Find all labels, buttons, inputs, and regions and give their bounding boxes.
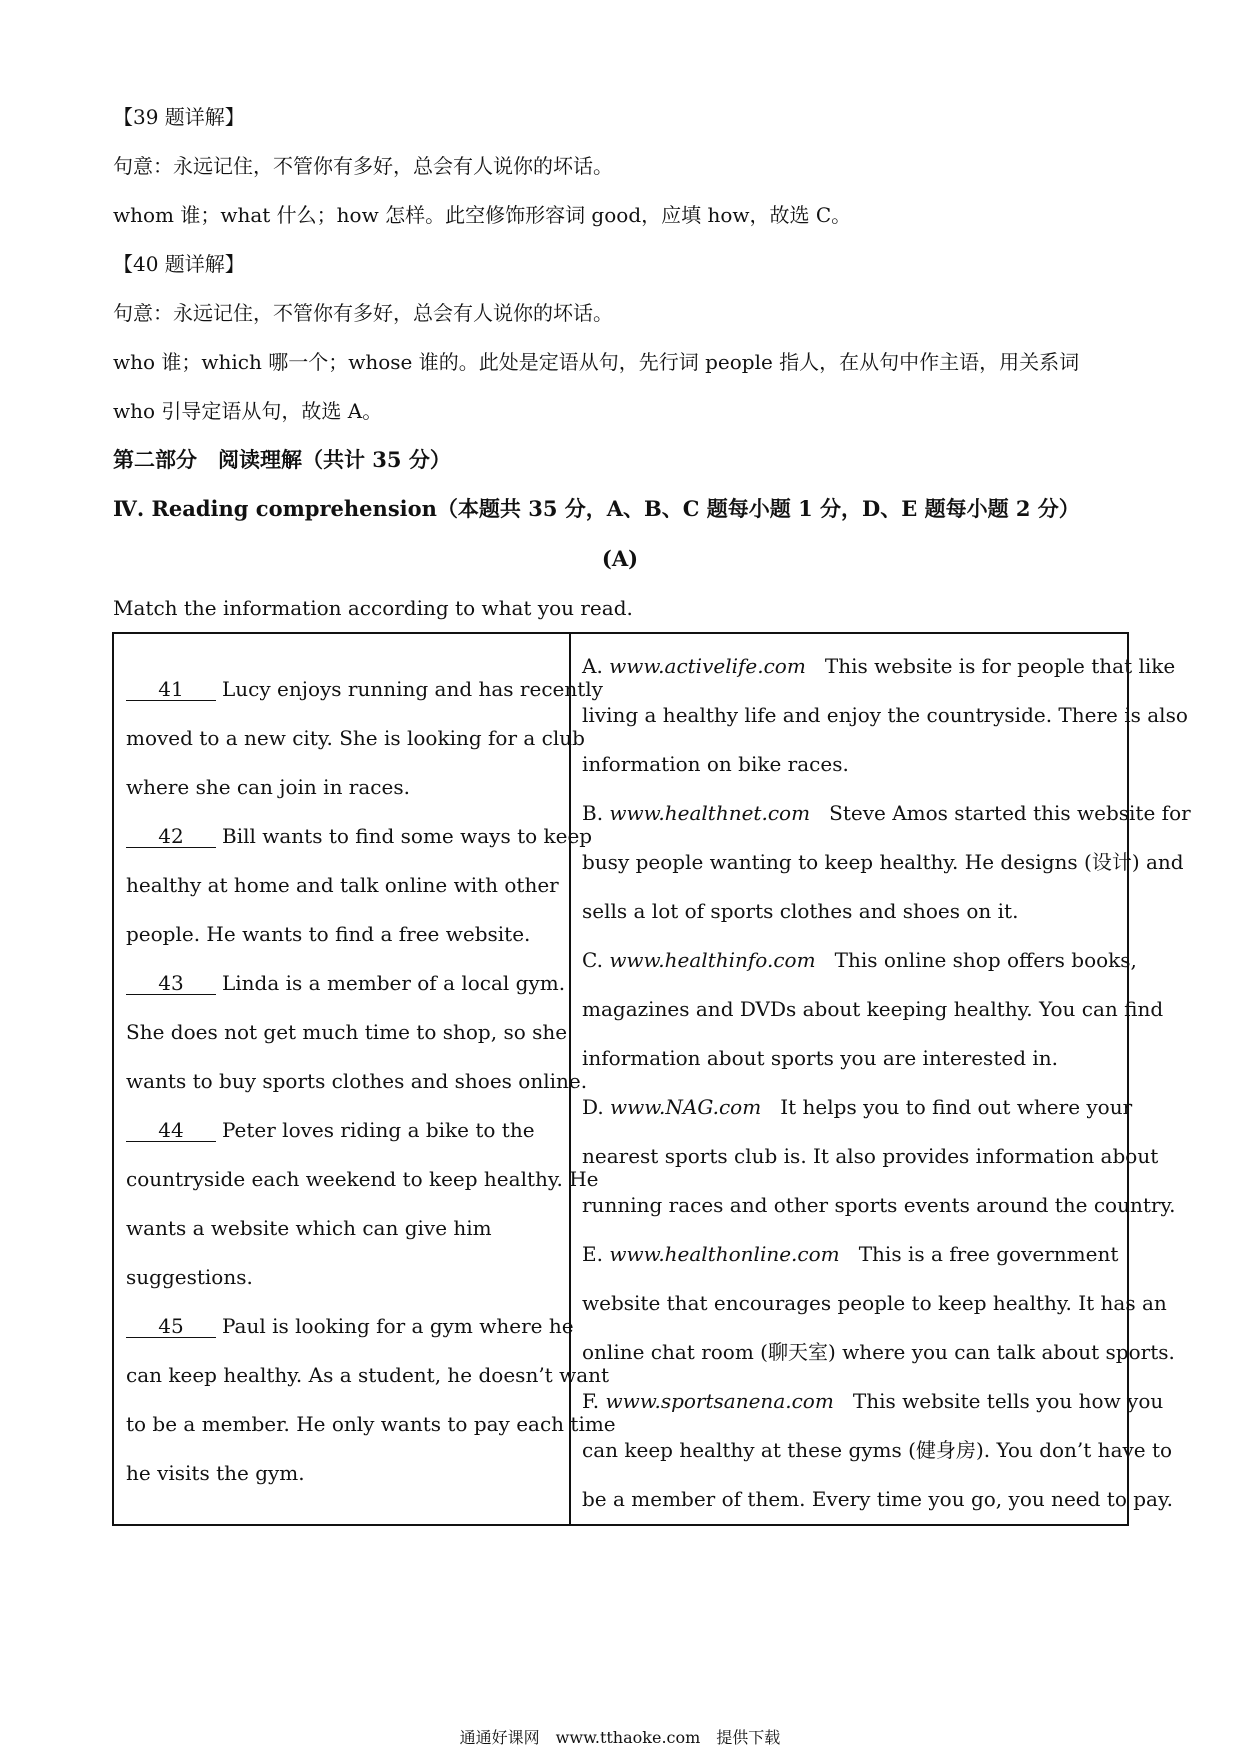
website-f-line-2: can keep healthy at these gyms (健身房). You don’t have to	[582, 1438, 1173, 1462]
website-e-line-2: website that encourages people to keep healthy. It has an	[582, 1291, 1167, 1315]
answer-blank-41[interactable]: 41	[126, 678, 216, 701]
person-41-line-2: moved to a new city. She is looking for a club	[126, 726, 585, 750]
website-b-line-3: sells a lot of sports clothes and shoes on it.	[582, 899, 1019, 923]
website-c-line-1: C. www.healthinfo.com This online shop offers books,	[582, 948, 1137, 972]
person-44-line-1: 44 Peter loves riding a bike to the	[126, 1116, 535, 1144]
person-44-line-4: suggestions.	[126, 1265, 253, 1289]
answer-blank-44[interactable]: 44	[126, 1119, 216, 1142]
website-e-line-1: E. www.healthonline.com This is a free government	[582, 1242, 1119, 1266]
website-d-line-2: nearest sports club is. It also provides information about	[582, 1144, 1159, 1168]
person-43-line-3: wants to buy sports clothes and shoes online.	[126, 1069, 588, 1093]
website-d-line-3: running races and other sports events around the country.	[582, 1193, 1176, 1217]
q39-analysis: whom 谁；what 什么；how 怎样。此空修饰形容词 good，应填 how，故选 C。	[113, 203, 852, 227]
q40-sentence: 句意：永远记住，不管你有多好，总会有人说你的坏话。	[113, 301, 613, 325]
website-a-line-2: living a healthy life and enjoy the countryside. There is also	[582, 703, 1188, 727]
person-41-line-1: 41 Lucy enjoys running and has recently	[126, 675, 603, 703]
website-c-url: www.healthinfo.com	[609, 948, 816, 972]
person-45-line-2: can keep healthy. As a student, he doesn’t want	[126, 1363, 610, 1387]
answer-blank-45[interactable]: 45	[126, 1315, 216, 1338]
website-b-url: www.healthnet.com	[609, 801, 811, 825]
website-d-line-1: D. www.NAG.com It helps you to find out where your	[582, 1095, 1133, 1119]
website-e-url: www.healthonline.com	[609, 1242, 840, 1266]
passage-label: (A)	[601, 546, 639, 571]
person-45-line-1: 45 Paul is looking for a gym where he	[126, 1312, 574, 1340]
q40-analysis-line1: who 谁；which 哪一个；whose 谁的。此处是定语从句，先行词 people 指人，在从句中作主语，用关系词	[113, 350, 1080, 374]
person-41-line-3: where she can join in races.	[126, 775, 410, 799]
person-42-line-1: 42 Bill wants to find some ways to keep	[126, 822, 592, 850]
website-a-url: www.activelife.com	[609, 654, 806, 678]
website-f-line-1: F. www.sportsanena.com This website tells you how you	[582, 1389, 1164, 1413]
person-44-line-2: countryside each weekend to keep healthy. He	[126, 1167, 599, 1191]
q39-sentence: 句意：永远记住，不管你有多好，总会有人说你的坏话。	[113, 154, 613, 178]
match-instruction: Match the information according to what you read.	[113, 596, 633, 620]
person-43-line-2: She does not get much time to shop, so she	[126, 1020, 568, 1044]
person-42-line-2: healthy at home and talk online with other	[126, 873, 559, 897]
website-c-line-2: magazines and DVDs about keeping healthy. You can find	[582, 997, 1164, 1021]
q39-title: 【39 题详解】	[113, 105, 245, 129]
footer-credit: 通通好课网 www.tthaoke.com 提供下载	[459, 1728, 781, 1747]
person-45-line-3: to be a member. He only wants to pay each time	[126, 1412, 616, 1436]
website-a-line-1: A. www.activelife.com This website is for people that like	[582, 654, 1176, 678]
part-two-title: 第二部分 阅读理解（共计 35 分）	[113, 447, 451, 472]
website-f-url: www.sportsanena.com	[605, 1389, 834, 1413]
website-c-line-3: information about sports you are interested in.	[582, 1046, 1058, 1070]
person-45-line-4: he visits the gym.	[126, 1461, 305, 1485]
person-43-line-1: 43 Linda is a member of a local gym.	[126, 969, 565, 997]
q40-title: 【40 题详解】	[113, 252, 245, 276]
website-e-line-3: online chat room (聊天室) where you can talk about sports.	[582, 1340, 1175, 1364]
answer-blank-43[interactable]: 43	[126, 972, 216, 995]
website-b-line-2: busy people wanting to keep healthy. He designs (设计) and	[582, 850, 1184, 874]
website-a-line-3: information on bike races.	[582, 752, 849, 776]
person-42-line-3: people. He wants to find a free website.	[126, 922, 531, 946]
reading-comprehension-title: Ⅳ. Reading comprehension（本题共 35 分，A、B、C 题每小题 1 分，D、E 题每小题 2 分）	[113, 496, 1080, 521]
person-44-line-3: wants a website which can give him	[126, 1216, 492, 1240]
website-b-line-1: B. www.healthnet.com Steve Amos started this website for	[582, 801, 1191, 825]
matching-table	[112, 632, 1191, 1526]
answer-blank-42[interactable]: 42	[126, 825, 216, 848]
website-d-url: www.NAG.com	[610, 1095, 762, 1119]
q40-analysis-line2: who 引导定语从句，故选 A。	[113, 399, 383, 423]
website-f-line-3: be a member of them. Every time you go, you need to pay.	[582, 1487, 1173, 1511]
